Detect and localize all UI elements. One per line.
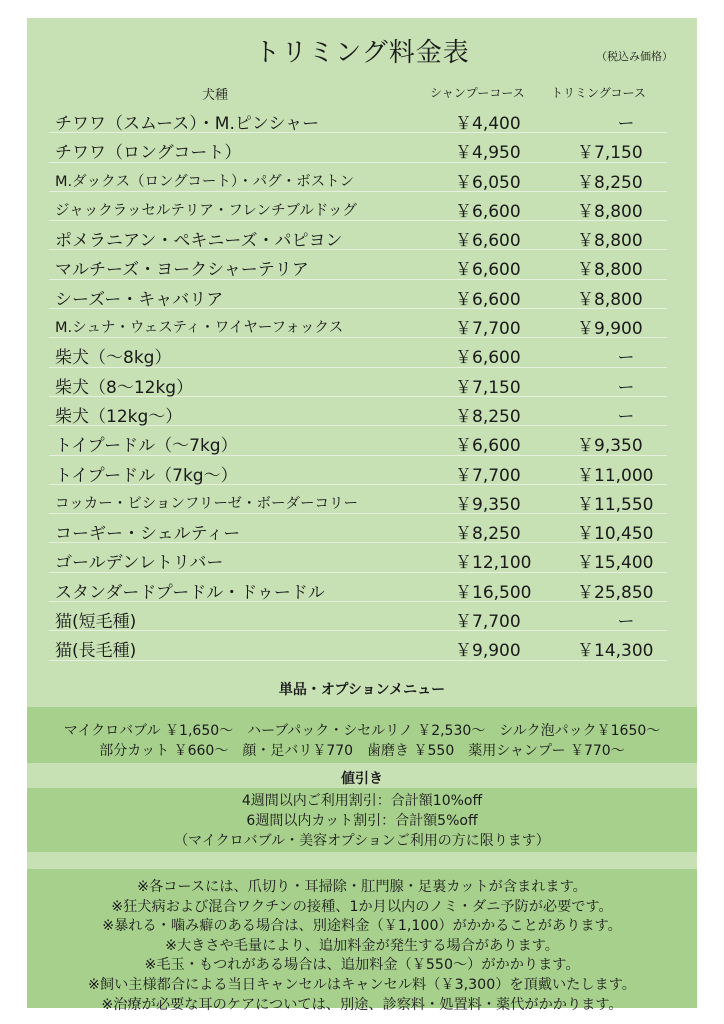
table-row (49, 250, 667, 279)
trimming-price: ￥14,300 (577, 641, 654, 662)
trimming-price: ￥8,800 (577, 289, 643, 310)
table-row (49, 514, 667, 543)
trimming-price: ー (617, 348, 635, 369)
trimming-price: ー (617, 114, 635, 134)
breed-name: 柴犬（12kg～） (55, 406, 183, 427)
trimming-price: ￥15,400 (577, 553, 654, 574)
discount-title: 値引き (341, 771, 383, 787)
shampoo-price: ￥6,600 (455, 231, 521, 252)
shampoo-price: ￥7,700 (455, 465, 521, 486)
table-row (49, 456, 667, 485)
tax-note: （税込み価格） (596, 50, 673, 63)
shampoo-price: ￥4,400 (455, 114, 521, 134)
discount-line: 4週間以内ご利用割引：合計額10%off (241, 793, 483, 809)
trimming-price: ￥9,900 (577, 319, 643, 340)
breed-name: トイプードル（7kg～） (55, 465, 238, 486)
discount-band (27, 788, 697, 852)
discount-line: （マイクロバブル・美容オプションご利用の方に限ります） (174, 833, 550, 849)
table-row (49, 631, 667, 660)
breed-name: ジャックラッセルテリア・フレンチブルドッグ (55, 202, 357, 219)
shampoo-price: ￥8,250 (455, 524, 521, 545)
shampoo-price: ￥8,250 (455, 406, 521, 427)
shampoo-price: ￥9,350 (455, 494, 521, 515)
table-row (49, 163, 667, 192)
trimming-price: ￥11,000 (577, 465, 654, 486)
header-shampoo: シャンプーコース (430, 86, 525, 100)
table-row (49, 485, 667, 514)
breed-name: チワワ（スムース）・M.ピンシャー (55, 114, 320, 134)
table-row (49, 573, 667, 602)
breed-name: 猫(長毛種) (55, 641, 137, 662)
discount-line: 6週間以内カット割引：合計額5%off (246, 813, 478, 829)
table-header (27, 84, 697, 104)
shampoo-price: ￥6,600 (455, 201, 521, 222)
shampoo-price: ￥4,950 (455, 143, 521, 164)
breed-name: コッカー・ビションフリーゼ・ボーダーコリー (55, 495, 359, 512)
table-row (49, 602, 667, 631)
trimming-price: ￥11,550 (577, 494, 654, 515)
header-breed: 犬種 (202, 88, 229, 103)
note-line: ※暴れる・噛み癖のある場合は、別途料金（￥1,100）がかかることがあります。 (102, 918, 622, 935)
trimming-price: ー (617, 377, 635, 398)
breed-name: コーギー・シェルティー (55, 524, 241, 545)
table-row (49, 543, 667, 572)
table-row (49, 368, 667, 397)
shampoo-price: ￥9,900 (455, 641, 521, 662)
page-title: トリミング料金表 (254, 38, 470, 68)
table-row (49, 133, 667, 162)
shampoo-price: ￥6,600 (455, 348, 521, 369)
price-table (49, 104, 667, 661)
note-line: ※狂犬病および混合ワクチンの接種、1か月以内のノミ・ダニ予防が必要です。 (111, 898, 613, 915)
trimming-price: ー (617, 612, 635, 633)
breed-name: 柴犬（8～12kg） (55, 377, 194, 398)
options-band (27, 707, 697, 763)
breed-name: トイプードル（～7kg） (55, 436, 238, 457)
note-line: ※毛玉・もつれがある場合は、追加料金（￥550～）がかかります。 (144, 957, 580, 974)
breed-name: M.ダックス（ロングコート）・パグ・ボストン (55, 173, 355, 190)
trimming-price: ￥8,250 (577, 172, 643, 193)
breed-name: 猫(短毛種) (55, 612, 137, 633)
breed-name: M.シュナ・ウェスティ・ワイヤーフォックス (55, 320, 344, 337)
shampoo-price: ￥16,500 (455, 582, 532, 603)
table-row (49, 338, 667, 367)
breed-name: 柴犬（～8kg） (55, 348, 172, 369)
table-row (49, 426, 667, 455)
breed-name: シーズー・キャバリア (55, 289, 224, 310)
note-line: ※飼い主様都合による当日キャンセルはキャンセル料（￥3,300）を頂戴いたします。 (88, 976, 636, 993)
table-row (49, 309, 667, 338)
price-sheet (27, 18, 697, 1013)
breed-name: チワワ（ロングコート） (55, 143, 242, 164)
shampoo-price: ￥6,600 (455, 260, 521, 281)
shampoo-price: ￥12,100 (455, 553, 532, 574)
shampoo-price: ￥7,150 (455, 377, 521, 398)
breed-name: ゴールデンレトリバー (55, 553, 224, 574)
shampoo-price: ￥7,700 (455, 319, 521, 340)
shampoo-price: ￥7,700 (455, 612, 521, 633)
options-line: 部分カット ￥660～ 顔・足バリ￥770 歯磨き ￥550 薬用シャンプー ￥770～ (99, 743, 625, 759)
trimming-price: ￥8,800 (577, 201, 643, 222)
trimming-price: ￥9,350 (577, 436, 643, 457)
trimming-price: ￥8,800 (577, 260, 643, 281)
table-row (49, 192, 667, 221)
trimming-price: ￥8,800 (577, 231, 643, 252)
table-row (49, 397, 667, 426)
table-row (49, 104, 667, 133)
trimming-price: ￥25,850 (577, 582, 654, 603)
notes-band (27, 869, 697, 1013)
trimming-price: ー (617, 406, 635, 427)
options-line: マイクロバブル ￥1,650～ ハーブパック・シセルリノ ￥2,530～ シルク泡パック￥1650～ (63, 723, 661, 739)
table-row (49, 280, 667, 309)
options-title: 単品・オプションメニュー (278, 682, 446, 698)
breed-name: スタンダードプードル・ドゥードル (55, 582, 325, 603)
note-line: ※大きさや毛量により、追加料金が発生する場合があります。 (165, 937, 559, 954)
trimming-price: ￥10,450 (577, 524, 654, 545)
shampoo-price: ￥6,050 (455, 172, 521, 193)
breed-name: ポメラニアン・ペキニーズ・パピヨン (55, 231, 343, 252)
note-line: ※各コースには、爪切り・耳掃除・肛門腺・足裏カットが含まれます。 (137, 879, 587, 895)
breed-name: マルチーズ・ヨークシャーテリア (55, 260, 309, 281)
header-trimming: トリミングコース (551, 86, 646, 100)
table-row (49, 221, 667, 250)
note-line: ※治療が必要な耳のケアについては、別途、診察料・処置料・薬代がかかります。 (101, 996, 623, 1013)
shampoo-price: ￥6,600 (455, 436, 521, 457)
shampoo-price: ￥6,600 (455, 289, 521, 310)
trimming-price: ￥7,150 (577, 143, 643, 164)
